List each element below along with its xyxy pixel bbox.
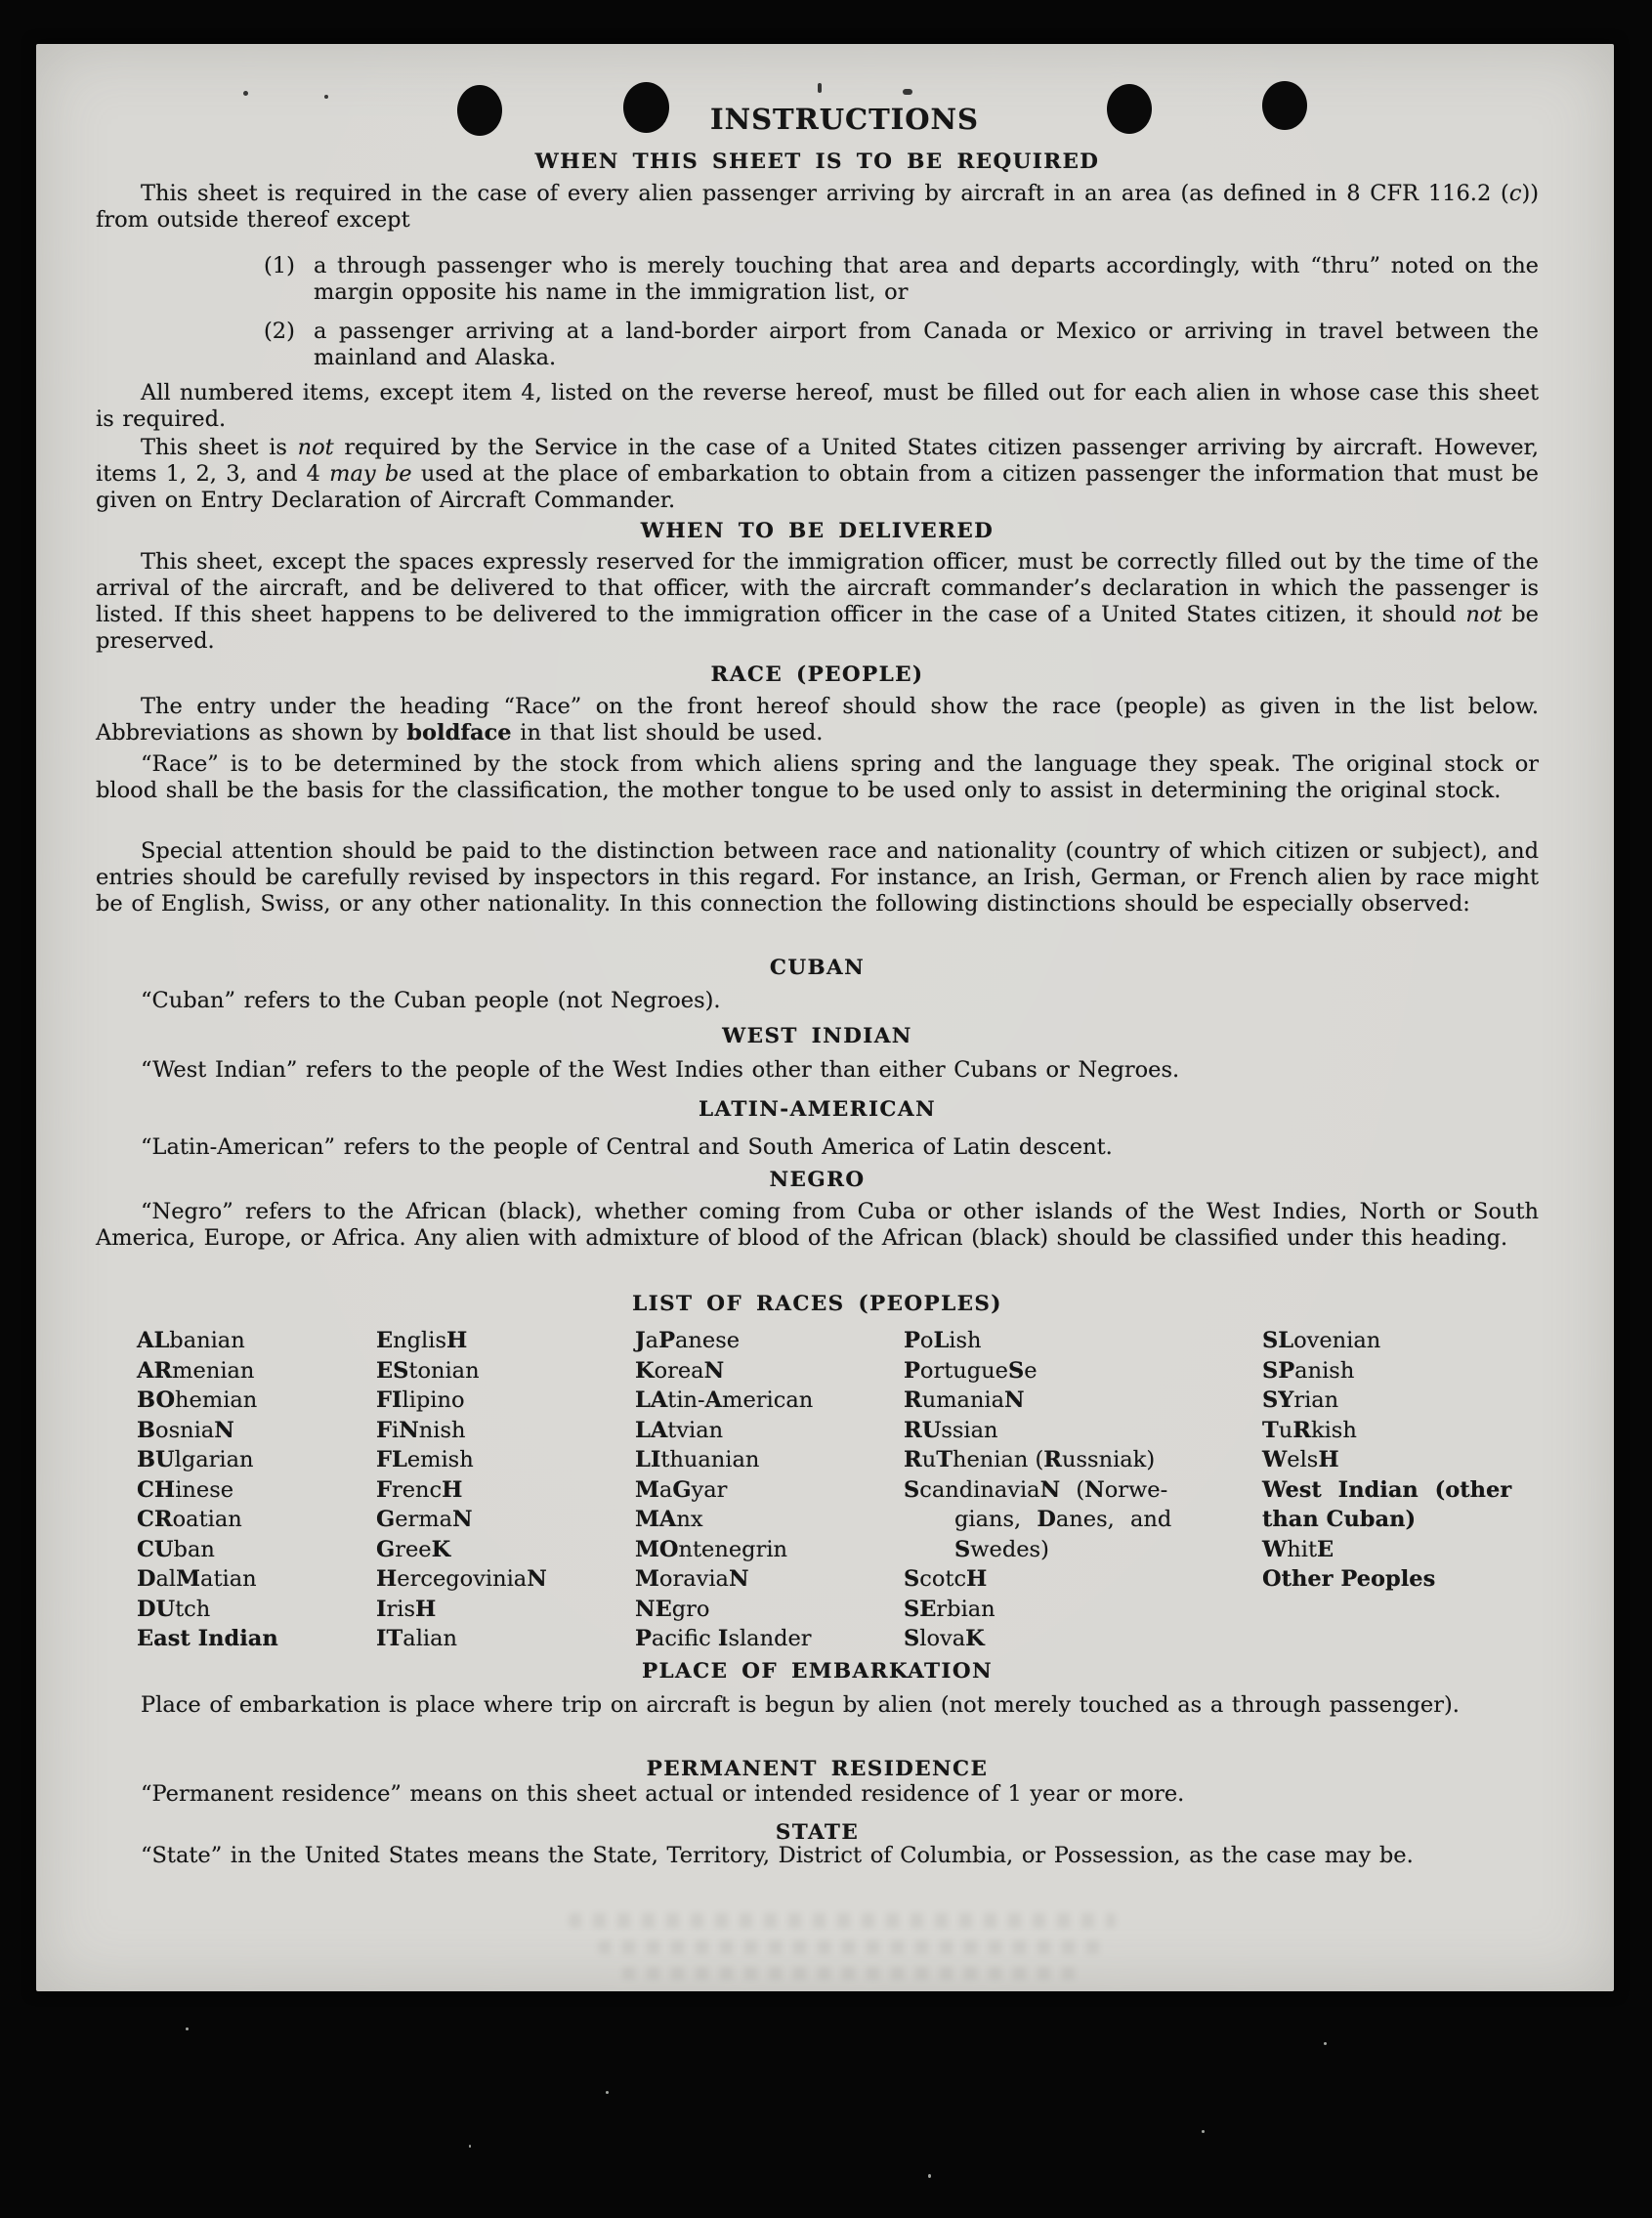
paragraph-p10: “Latin-American” refers to the people of Central and South America of Latin descent. xyxy=(141,1134,1113,1160)
section-heading-h-latin: LATIN-AMERICAN xyxy=(698,1097,937,1122)
race-item: FrencH xyxy=(376,1476,463,1503)
page-title: INSTRUCTIONS xyxy=(710,103,979,136)
section-heading-h-list: LIST OF RACES (PEOPLES) xyxy=(632,1292,1002,1316)
race-item: IrisH xyxy=(376,1596,437,1622)
race-item: BUlgarian xyxy=(137,1447,254,1472)
paragraph-p5: The entry under the heading “Race” on the front hereof should show the race (people) as given in the list below. Abbreviations as shown by boldface in that list should be used. xyxy=(96,694,1539,746)
section-heading-h-residence: PERMANENT RESIDENCE xyxy=(646,1757,989,1781)
dust-speck xyxy=(928,2174,931,2178)
paragraph-p13: “Permanent residence” means on this sheet actual or intended residence of 1 year or more. xyxy=(141,1781,1185,1807)
section-heading-h-embark: PLACE OF EMBARKATION xyxy=(641,1659,994,1684)
dust-speck xyxy=(606,2091,609,2094)
paragraph-p11: “Negro” refers to the African (black), whether coming from Cuba or other islands of the West Indies, North or South America, Europe, or Africa. Any alien with admixture of blood of the African (black) should be classified under this heading. xyxy=(96,1199,1539,1251)
race-item: ARmenian xyxy=(137,1357,255,1384)
document-page xyxy=(36,44,1614,1991)
race-item: GermaN xyxy=(376,1507,473,1532)
item-text: a through passenger who is merely touching that area and departs accordingly, with “thru” noted on the margin opposite his name in the immigration list, or xyxy=(314,253,1539,305)
item-number: (1) xyxy=(264,253,295,278)
race-item: NEgro xyxy=(635,1596,710,1622)
race-item: CRoatian xyxy=(137,1507,242,1532)
race-item: SErbian xyxy=(904,1596,995,1622)
races-column-3 xyxy=(635,1326,813,1654)
section-heading-h-westindian: WEST INDIAN xyxy=(722,1024,912,1048)
race-item: TuRkish xyxy=(1262,1417,1357,1443)
race-item: EStonian xyxy=(376,1357,480,1384)
paragraph-p9: “West Indian” refers to the people of the West Indies other than either Cubans or Negroes. xyxy=(141,1057,1180,1083)
race-item: HercegoviniaN xyxy=(376,1566,547,1592)
section-heading-h-state: STATE xyxy=(775,1820,860,1845)
numbered-item-item2 xyxy=(264,319,1539,371)
dust-speck xyxy=(469,2145,471,2148)
race-item: WelsH xyxy=(1262,1447,1339,1472)
race-item: SLovenian xyxy=(1262,1328,1381,1353)
race-item: East Indian xyxy=(137,1626,278,1651)
section-heading-h-cuban: CUBAN xyxy=(769,956,866,980)
race-item: Other Peoples xyxy=(1262,1566,1436,1592)
race-item: PortugueSe xyxy=(904,1357,1038,1384)
race-item: BosniaN xyxy=(137,1417,234,1443)
race-item: RumaniaN xyxy=(904,1387,1025,1413)
paragraph-p2: All numbered items, except item 4, listed on the reverse hereof, must be filled out for each alien in whose case this sheet is required. xyxy=(96,380,1539,432)
section-heading-h-negro: NEGRO xyxy=(769,1168,866,1192)
race-item: CUban xyxy=(137,1536,215,1562)
race-item: SYrian xyxy=(1262,1387,1339,1413)
dust-speck xyxy=(186,2027,189,2030)
paragraph-p6: “Race” is to be determined by the stock from which aliens spring and the language they speak. The original stock or blood shall be the basis for the classification, the mother tongue to be used only to assist in determining the original stock. xyxy=(96,751,1539,803)
item-text: a passenger arriving at a land-border airport from Canada or Mexico or arriving in travel between the mainland and Alaska. xyxy=(314,319,1539,370)
race-item: EnglisH xyxy=(376,1328,468,1353)
race-item: gians, Danes, and xyxy=(954,1507,1172,1532)
race-item: ALbanian xyxy=(137,1328,245,1353)
race-item: PoLish xyxy=(904,1328,982,1353)
paragraph-p7: Special attention should be paid to the distinction between race and nationality (country of which citizen or subject), and entries should be carefully revised by inspectors in this regard. For instance, an Irish, German, or French alien by race might be of English, Swiss, or any other nationality. In this connection the following distinctions should be especially observed: xyxy=(96,838,1539,917)
race-item: BOhemian xyxy=(137,1387,258,1413)
paragraph-p4: This sheet, except the spaces expressly reserved for the immigration officer, must be correctly filled out by the time of the arrival of the aircraft, and be delivered to that officer, with the aircraft commander’s declaration in which the passenger is listed. If this sheet happens to be delivered to the immigration officer in the case of a United States citizen, it should not be preserved. xyxy=(96,549,1539,654)
race-item: ScandinaviaN (Norwe- xyxy=(904,1476,1168,1503)
dust-speck xyxy=(1202,2130,1205,2133)
race-item: LIthuanian xyxy=(635,1447,760,1472)
race-item: SlovaK xyxy=(904,1626,985,1651)
race-item: ITalian xyxy=(376,1626,457,1651)
race-item: MoraviaN xyxy=(635,1566,749,1592)
race-item: Pacific Islander xyxy=(635,1626,812,1651)
race-item: LAtin-American xyxy=(635,1387,814,1413)
paragraph-p3: This sheet is not required by the Service in the case of a United States citizen passenger arriving by aircraft. However, items 1, 2, 3, and 4 may be used at the place of embarkation to obtain from a citizen passenger the information that must be given on Entry Declaration of Aircraft Commander. xyxy=(96,435,1540,513)
section-heading-h-delivered: WHEN TO BE DELIVERED xyxy=(640,519,995,543)
paragraph-p8: “Cuban” refers to the Cuban people (not Negroes). xyxy=(141,988,721,1013)
race-item: FiNnish xyxy=(376,1417,466,1443)
race-item: DUtch xyxy=(137,1596,211,1622)
document-content xyxy=(96,44,1539,1991)
race-item: SPanish xyxy=(1262,1357,1355,1384)
races-column-1 xyxy=(137,1326,278,1654)
race-item: LAtvian xyxy=(635,1417,724,1443)
race-item: MAnx xyxy=(635,1507,703,1532)
dust-speck xyxy=(1324,2042,1327,2045)
race-item: CHinese xyxy=(137,1476,234,1503)
paragraph-p12: Place of embarkation is place where trip on aircraft is begun by alien (not merely touched as a through passenger). xyxy=(141,1692,1460,1718)
race-item: Swedes) xyxy=(954,1536,1049,1562)
race-item: WhitE xyxy=(1262,1536,1334,1562)
section-heading-h-race: RACE (PEOPLE) xyxy=(710,662,924,687)
race-item: MaGyar xyxy=(635,1476,728,1503)
race-item: KoreaN xyxy=(635,1357,725,1384)
race-item: ScotcH xyxy=(904,1566,988,1592)
paragraph-p14: “State” in the United States means the State, Territory, District of Columbia, or Possession, as the case may be. xyxy=(141,1843,1414,1868)
race-item: JaPanese xyxy=(635,1328,741,1353)
races-column-4 xyxy=(904,1326,1171,1654)
paragraph-p1: This sheet is required in the case of every alien passenger arriving by aircraft in an area (as defined in 8 CFR 116.2 (c)) from outside thereof except xyxy=(96,181,1539,233)
section-heading-subheading: WHEN THIS SHEET IS TO BE REQUIRED xyxy=(534,149,1100,174)
race-item: FLemish xyxy=(376,1447,474,1472)
race-item: FIlipino xyxy=(376,1387,465,1413)
numbered-item-item1 xyxy=(264,253,1539,306)
race-item: RuThenian (Russniak) xyxy=(904,1447,1156,1472)
race-item: GreeK xyxy=(376,1536,451,1562)
item-number: (2) xyxy=(264,319,295,344)
races-list xyxy=(96,1326,1539,1658)
race-item: MOntenegrin xyxy=(635,1536,788,1562)
races-column-2 xyxy=(376,1326,547,1654)
race-item: DalMatian xyxy=(137,1566,257,1592)
races-column-5 xyxy=(1262,1326,1511,1595)
race-item: than Cuban) xyxy=(1262,1507,1417,1532)
race-item: West Indian (other xyxy=(1262,1476,1512,1503)
race-item: RUssian xyxy=(904,1417,998,1443)
